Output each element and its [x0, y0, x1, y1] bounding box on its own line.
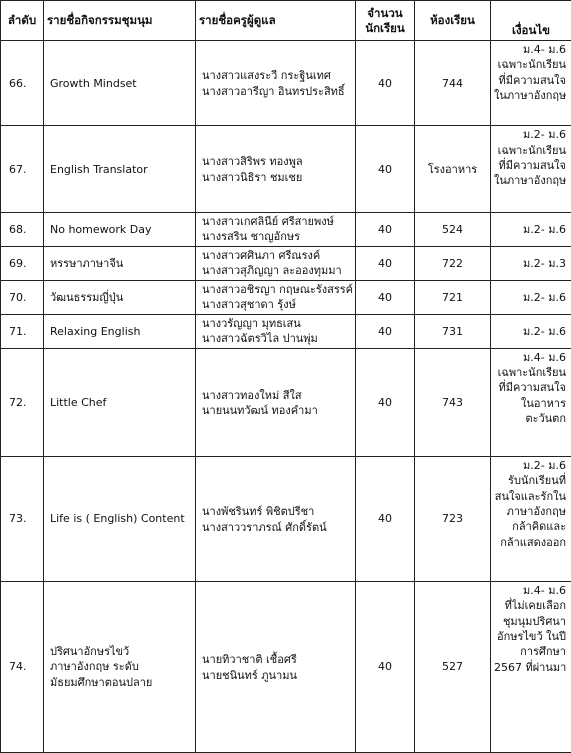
- condition-line: ที่มีความสนใจ: [498, 159, 566, 173]
- teacher-name: นางวรัญญา มุทธเสน: [202, 316, 301, 330]
- header-activity: รายชื่อกิจกรรมชุมนุม: [44, 1, 196, 41]
- header-students-line: นักเรียน: [365, 20, 405, 35]
- student-count: 40: [356, 280, 415, 314]
- table-row: [1, 582, 571, 753]
- teacher-names: [196, 280, 356, 314]
- condition-line: ม.2- ม.3: [523, 257, 566, 271]
- condition: [491, 41, 571, 126]
- room-number: 722: [415, 246, 491, 280]
- activity-name: [44, 582, 196, 753]
- teacher-names: [196, 246, 356, 280]
- activity-name-line: มัธยมศึกษาตอนปลาย: [50, 675, 153, 689]
- header-students-line: จำนวน: [367, 5, 403, 20]
- activity-name-line: วัฒนธรรมญี่ปุ่น: [50, 290, 124, 304]
- teacher-names: [196, 41, 356, 126]
- header-teachers: รายชื่อครูผู้ดูแล: [196, 1, 356, 41]
- teacher-names: [196, 582, 356, 753]
- table-row: [1, 246, 571, 280]
- condition: [491, 212, 571, 246]
- teacher-names: [196, 126, 356, 212]
- condition: [491, 314, 571, 348]
- teacher-name: นางสาวอารีญา อินทรประสิทธิ์: [202, 84, 345, 98]
- teacher-name: นางสาวเกศลินีย์ ศรีสายพงษ์: [202, 214, 334, 228]
- condition-line: ม.2- ม.6: [523, 459, 566, 473]
- room-number: 527: [415, 582, 491, 753]
- condition-line: ที่ไม่เคยเลือก: [504, 599, 566, 613]
- condition-line: ม.4- ม.6: [523, 584, 566, 598]
- table-row: [1, 41, 571, 126]
- teacher-names: [196, 314, 356, 348]
- condition-line: ในภาษาอังกฤษ: [494, 88, 567, 102]
- condition-line: เฉพาะนักเรียน: [497, 58, 566, 72]
- condition-line: อักษรไขว้ ในปี: [496, 629, 566, 643]
- condition-line: ม.2- ม.6: [523, 223, 566, 237]
- condition-line: ม.4- ม.6: [523, 350, 566, 364]
- student-count: 40: [356, 457, 415, 582]
- teacher-names: [196, 348, 356, 456]
- condition-line: ในอาหาร: [520, 396, 566, 410]
- student-count: 40: [356, 246, 415, 280]
- teacher-name: นางสาวอชิรญา กฤษณะรังสรรค์: [202, 282, 354, 296]
- condition-line: ม.2- ม.6: [523, 291, 566, 305]
- student-count: 40: [356, 314, 415, 348]
- row-number: 67.: [1, 126, 44, 212]
- activity-name-line: No homework Day: [50, 222, 152, 236]
- activity-name: [44, 41, 196, 126]
- student-count: 40: [356, 41, 415, 126]
- table-row: [1, 457, 571, 582]
- activity-name-line: ปริศนาอักษรไขว้: [50, 645, 130, 659]
- row-number: 74.: [1, 582, 44, 753]
- activity-name-line: Little Chef: [50, 395, 107, 409]
- condition-line: ม.2- ม.6: [523, 325, 566, 339]
- header-no: ลำดับ: [1, 1, 44, 41]
- row-number: 69.: [1, 246, 44, 280]
- header-row: [1, 1, 571, 41]
- teacher-name: นางสาวนิธิรา ชมเชย: [202, 170, 303, 184]
- header-condition: เงื่อนไข: [491, 1, 571, 41]
- teacher-names: [196, 212, 356, 246]
- row-number: 70.: [1, 280, 44, 314]
- condition-line: ในภาษาอังกฤษ: [494, 174, 567, 188]
- condition-line: ชุมนุมปริศนา: [502, 614, 566, 628]
- room-number: 723: [415, 457, 491, 582]
- row-number: 66.: [1, 41, 44, 126]
- activity-name: [44, 280, 196, 314]
- condition-line: ม.4- ม.6: [523, 43, 566, 56]
- condition: [491, 280, 571, 314]
- condition-line: ภาษาอังกฤษ: [506, 504, 566, 518]
- teacher-name: นางพัชรินทร์ พิชิตปรีชา: [202, 505, 315, 519]
- condition-line: เฉพาะนักเรียน: [497, 143, 566, 157]
- teacher-name: นางสาวสุชาดา รุ้งษ์: [202, 298, 296, 312]
- activity-name-line: English Translator: [50, 162, 148, 176]
- activity-name-line: หรรษาภาษาจีน: [50, 256, 124, 270]
- condition-line: เฉพาะนักเรียน: [497, 366, 566, 379]
- room-number: 744: [415, 41, 491, 126]
- row-number: 68.: [1, 212, 44, 246]
- condition-line: กล้าคิดและ: [512, 520, 566, 534]
- row-number: 73.: [1, 457, 44, 582]
- condition-line: ที่มีความสนใจ: [498, 381, 566, 395]
- activity-name-line: ภาษาอังกฤษ ระดับ: [50, 660, 139, 674]
- condition-line: ที่มีความสนใจ: [498, 73, 566, 87]
- student-count: 40: [356, 126, 415, 212]
- condition-line: ม.2- ม.6: [523, 128, 566, 142]
- teacher-name: นางสาวฉัตรวิไล ปานพุ่ม: [202, 332, 318, 346]
- activity-name-line: Life is ( English) Content: [50, 512, 185, 526]
- row-number: 72.: [1, 348, 44, 456]
- activity-name: [44, 126, 196, 212]
- activity-name-line: Relaxing English: [50, 324, 141, 338]
- condition-line: การศึกษา: [520, 645, 566, 659]
- student-count: 40: [356, 348, 415, 456]
- condition-line: รับนักเรียนที่: [508, 474, 566, 488]
- condition: [491, 246, 571, 280]
- activity-name-line: Growth Mindset: [50, 76, 137, 90]
- table-row: [1, 126, 571, 212]
- teacher-name: นางสาวสิริพร ทองพูล: [202, 155, 303, 169]
- teacher-name: นางรสริน ชาญอักษร: [202, 230, 301, 244]
- room-number: โรงอาหาร: [415, 126, 491, 212]
- room-number: 743: [415, 348, 491, 456]
- student-count: 40: [356, 582, 415, 753]
- activity-name: [44, 212, 196, 246]
- teacher-name: นายชนินทร์ ภูนามน: [202, 668, 298, 682]
- teacher-name: นางสาววราภรณ์ ศักดิ์รัตน์: [202, 520, 327, 534]
- teacher-name: นางสาวทองใหม่ สีใส: [202, 388, 302, 402]
- table-row: [1, 280, 571, 314]
- condition: [491, 126, 571, 212]
- condition-line: กล้าแสดงออก: [500, 535, 566, 549]
- activity-name: [44, 314, 196, 348]
- room-number: 524: [415, 212, 491, 246]
- student-count: 40: [356, 212, 415, 246]
- table-row: [1, 314, 571, 348]
- condition: [491, 582, 571, 753]
- condition-line: สนใจและรักใน: [494, 489, 566, 503]
- row-number: 71.: [1, 314, 44, 348]
- teacher-name: นายนนทวัฒน์ ทองคำมา: [202, 403, 318, 417]
- header-room: ห้องเรียน: [415, 1, 491, 41]
- table-row: [1, 212, 571, 246]
- condition-line: ตะวันตก: [525, 411, 566, 425]
- table-row: [1, 348, 571, 456]
- teacher-name: นางสาวแสงระวี กระฐินเทศ: [202, 69, 331, 83]
- teacher-name: นางสาวสุภิญญา ละอองทุมมา: [202, 264, 342, 278]
- room-number: 731: [415, 314, 491, 348]
- activity-name: [44, 246, 196, 280]
- condition: [491, 457, 571, 582]
- teacher-name: นางสาวศศินภา ศรีณรงค์: [202, 248, 321, 262]
- activity-name: [44, 348, 196, 456]
- teacher-name: นายทิวาชาติ เชื้อศรี: [202, 653, 297, 667]
- teacher-names: [196, 457, 356, 582]
- header-students: [356, 1, 415, 41]
- condition-line: 2567 ที่ผ่านมา: [494, 660, 567, 674]
- room-number: 721: [415, 280, 491, 314]
- condition: [491, 348, 571, 456]
- activity-name: [44, 457, 196, 582]
